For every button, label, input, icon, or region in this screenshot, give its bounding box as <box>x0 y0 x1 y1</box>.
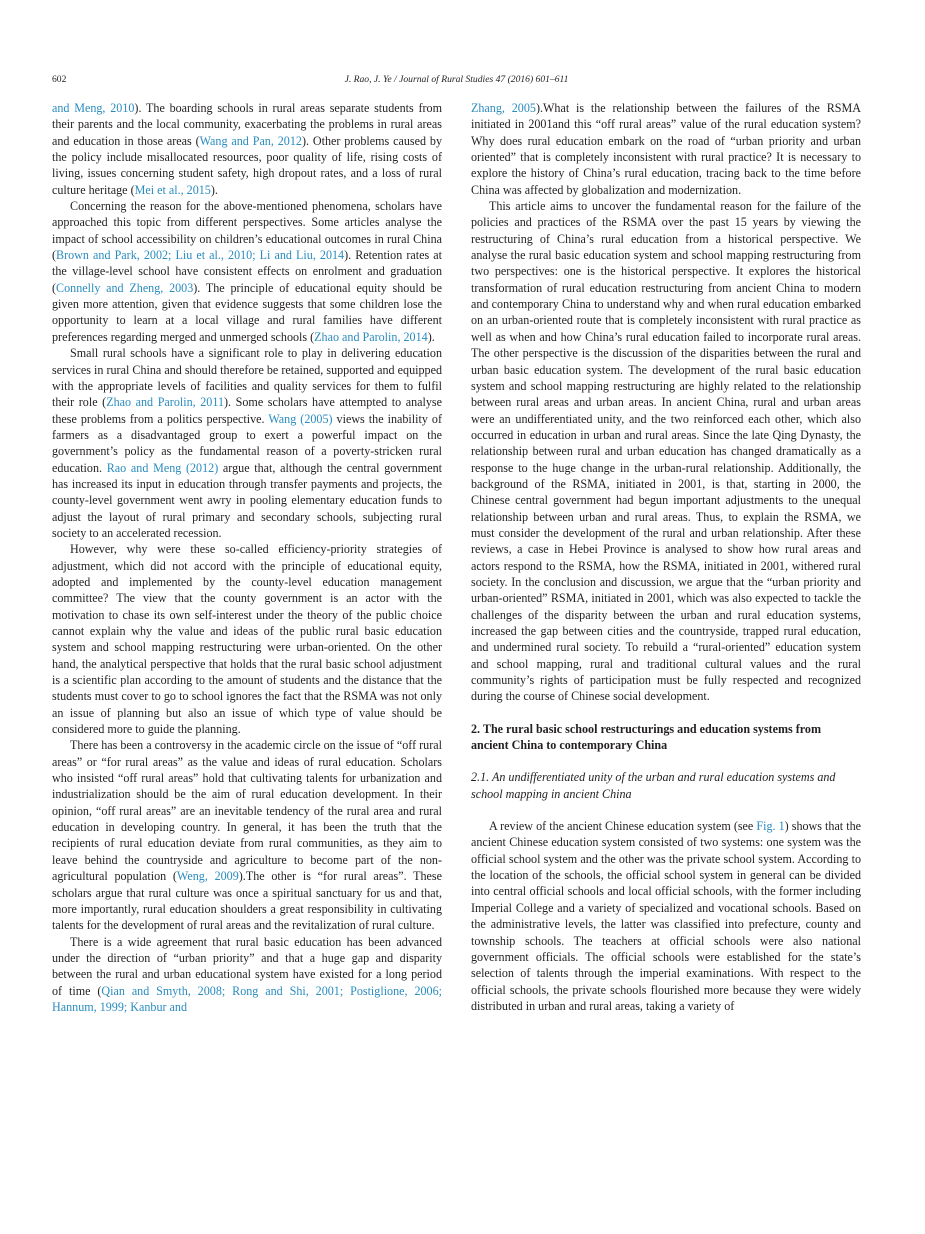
paragraph: Zhang, 2005).What is the relationship between the failures of the RSMA initiated in 2001and this “off rural areas” value of the rural education system? Why does rural education embark on the road of “urban priority and urban oriented” that is completely inconsistent with rural practice? It is necessary to explore the history of China’s rural education, tracing back to the time before China was affected by globalization and modernization. <box>471 101 861 197</box>
figure-link[interactable]: Fig. 1 <box>756 819 785 834</box>
citation-link[interactable]: Mei et al., 2015 <box>134 182 211 197</box>
citation-link[interactable]: Wang and Pan, 2012 <box>199 133 302 148</box>
running-title: J. Rao, J. Ye / Journal of Rural Studies 47 (2016) 601–611 <box>344 74 569 85</box>
citation-link[interactable]: and Meng, 2010 <box>52 101 135 115</box>
citation-link[interactable]: Brown and Park, 2002; Liu et al., 2010; Li and Liu, 2014 <box>56 248 345 263</box>
citation-link[interactable]: Wang (2005) <box>268 411 333 426</box>
citation-link[interactable]: Connelly and Zheng, 2003 <box>56 280 194 295</box>
subsection-heading: 2.1. An undifferentiated unity of the urban and rural education systems and school mapping in ancient China <box>471 770 836 801</box>
paragraph: However, why were these so-called efficiency-priority strategies of adjustment, which did not accord with the principle of educational equity, adopted and implemented by the county-level education management committee? The view that the county government is an actor with the motivation to chase its own self-interest under the theory of the public choice cannot explain why the value and ideas of the public rural basic education system and school mapping restructuring were urban-oriented. On the other hand, the analytical perspective that holds that the rural basic school adjustment is a scientific plan according to the amount of students and the distance that the students must cover to go to school ignores the fact that the RSMA was not only an issue of planning but also an issue of which type of value should be considered more to guide the planning. <box>52 542 442 737</box>
citation-link[interactable]: Weng, 2009 <box>176 869 239 884</box>
citation-link[interactable]: Qian and Smyth, 2008; Rong and Shi, 2001; Postiglione, 2006; Hannum, 1999; Kanbur and <box>52 983 442 1014</box>
paragraph: Concerning the reason for the above-mentioned phenomena, scholars have approached this topic from different perspectives. Some articles analyse the impact of school accessibility on children’s educational outcomes in rural China (Brown and Park, 2002; Liu et al., 2010; Li and Liu, 2014). Retention rates at the village-level school have consistent effects on enrolment and graduation (Connelly and Zheng, 2003). The principle of educational equity should be given more attention, given that evidence suggests that some children lose the opportunity to learn at a local village and rural families have different preferences regarding merged and unmerged schools (Zhao and Parolin, 2014). <box>52 199 442 344</box>
citation-link[interactable]: Rao and Meng (2012) <box>106 460 219 475</box>
citation-link[interactable]: Zhang, 2005 <box>471 101 536 115</box>
paragraph: There is a wide agreement that rural basic education has been advanced under the direction of “urban priority” and that a huge gap and disparity between the rural and urban educational system have existed for a long period of time (Qian and Smyth, 2008; Rong and Shi, 2001; Postiglione, 2006; Hannum, 1999; Kanbur and <box>52 934 442 1014</box>
left-column <box>52 100 442 1015</box>
running-header <box>52 73 861 87</box>
paragraph: This article aims to uncover the fundamental reason for the failure of the policies and practices of the RSMA over the past 15 years by viewing the restructuring of China’s rural education from a historical perspective. We analyse the rural basic education system and school mapping restructuring from two perspectives: one is the historical perspective. It explores the historical transformation of rural education restructuring from ancient China to modern and contemporary China to understand why and when rural education embarked on an urban-oriented route that is completely inconsistent with rural practice as well as when and how China’s rural education failed to incorporate rural areas. The other perspective is the discussion of the disparities between the rural and urban basic education system. The development of the rural basic education system and school mapping restructuring are highly related to the relationship between rural areas and urban areas. In ancient China, rural and urban areas were an undifferentiated unity, and the two reinforced each other, which also occurred in education in urban and rural areas. Since the late Qing Dynasty, the relationship between rural and urban education has changed dramatically as a response to the huge change in the urban-rural relationship. Additionally, the background of the RSMA, initiated in 2001, is that, starting in 2000, the Chinese central government had begun important adjustments to the unequal relationship between urban and rural areas. Thus, to explain the RSMA, we must consider the development of the rural and urban relationship. After these reviews, a case in Hebei Province is analysed to show how rural areas and actors respond to the RSMA, how the RSMA, initiated in 2001, withered rural society. In the conclusion and discussion, we argue that the “urban priority and urban-oriented” RSMA, initiated in 2001, which was also expected to tackle the challenges of the disparity between the urban and rural education systems, increased the gap between cities and the countryside, trapped rural education, and undermined rural society. To rebuild a “rural-oriented” education system and school mapping, rural and traditional cultural values and the rural community’s rights of participation must be fully respected and recognized during the course of Chinese social development. <box>471 199 861 704</box>
paragraph: Small rural schools have a significant role to play in delivering education services in rural China and should therefore be retained, supported and equipped with the appropriate levels of facilities and quality services for them to fulfil their role (Zhao and Parolin, 2011). Some scholars have attempted to analyse these problems from a politics perspective. Wang (2005) views the inability of farmers as a disadvantaged group to exert a powerful impact on the government’s policy as the fundamental reason of a poverty-stricken rural education. Rao and Meng (2012) argue that, although the central government has increased its input in education through transfer payments and projects, the county-level government went awry in pooling elementary education funds to adjust the layout of rural primary and secondary schools, subjecting rural society to an accelerated recession. <box>52 346 442 540</box>
page-number: 602 <box>52 74 67 85</box>
paragraph: A review of the ancient Chinese education system (see Fig. 1) shows that the ancient Chinese education system consisted of two systems: one system was the official school system and the other was the private school system. According to the location of the schools, the official school system in general can be divided into central official schools and local official schools, with the former including Imperial College and a variety of specialized and vocational schools. Based on the administrative levels, the latter was classified into prefecture, county and township schools. The teachers at official schools were also national government officials. The official schools were established for the state’s selection of talents through the imperial examinations. With respect to the official schools, the private schools flourished more because they were widely distributed in urban and rural areas, taking a variety of <box>471 819 862 1013</box>
right-column <box>471 100 861 1014</box>
paragraph: and Meng, 2010). The boarding schools in rural areas separate students from their parents and the local community, exacerbating the problems in rural areas and education in those areas (Wang and Pan, 2012). Other problems caused by the policy include misallocated resources, poor quality of life, rising costs of living, issues concerning student safety, high dropout rates, and a loss of rural culture heritage (Mei et al., 2015). <box>52 101 443 197</box>
paragraph: There has been a controversy in the academic circle on the issue of “off rural areas” or “for rural areas” as the value and ideas of rural education. Scholars who insisted “off rural areas” hold that cultivating talents for urbanization and industrialization should be the aim of rural education development. In their opinion, “off rural areas” are an inevitable tendency of the rural area and rural education in developing country. In general, it has been the truth that the recipients of rural education deviate from rural communities, as they aim to leave behind the countryside and agriculture to become part of the non-agricultural population (Weng, 2009).The other is “for rural areas”. These scholars argue that rural culture was once a spiritual sanctuary for us and that, more importantly, rural education shoulders a great responsibility in cultivating talents for the development of rural areas and the revitalization of rural culture. <box>52 738 442 933</box>
citation-link[interactable]: Zhao and Parolin, 2011 <box>106 395 224 410</box>
section-heading: 2. The rural basic school restructurings and education systems from ancient China to contemporary China <box>471 721 822 753</box>
citation-link[interactable]: Zhao and Parolin, 2014 <box>314 329 428 344</box>
